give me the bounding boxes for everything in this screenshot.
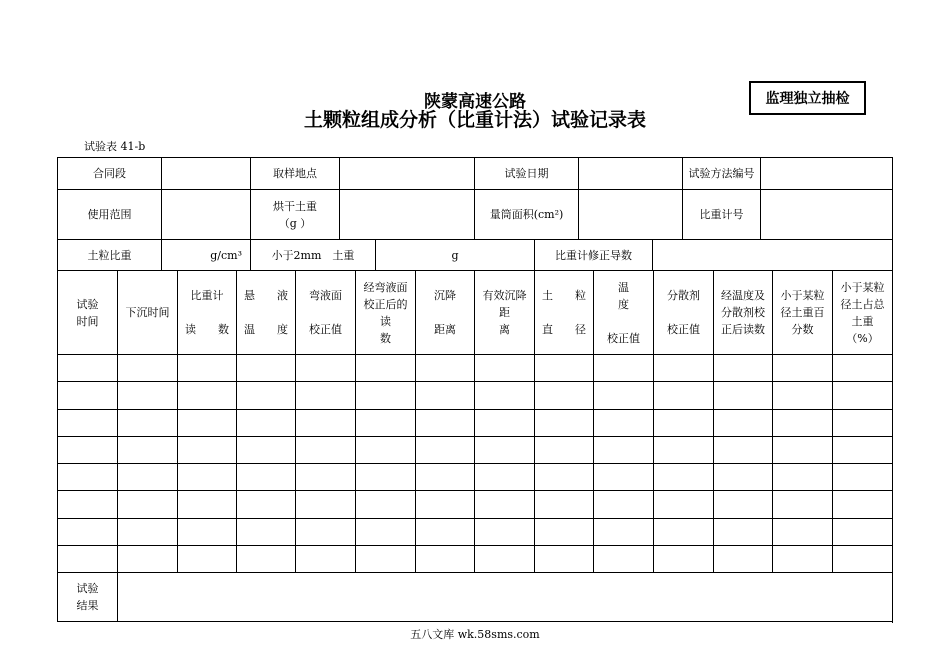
data-cell[interactable] (57, 409, 117, 436)
data-cell[interactable] (713, 381, 772, 408)
data-cell[interactable] (57, 518, 117, 545)
supervision-stamp: 监理独立抽检 (749, 81, 866, 115)
data-cell[interactable] (295, 490, 355, 517)
data-cell[interactable] (177, 545, 236, 572)
column-header-10: 温 度 校正值 (593, 270, 653, 354)
label-correction-factor: 比重计修正导数 (534, 239, 652, 270)
data-cell[interactable] (593, 436, 653, 463)
data-cell[interactable] (474, 409, 534, 436)
data-cell[interactable] (117, 545, 177, 572)
data-cell[interactable] (295, 545, 355, 572)
data-cell[interactable] (772, 490, 832, 517)
data-cell[interactable] (295, 436, 355, 463)
data-cell[interactable] (772, 518, 832, 545)
data-cell[interactable] (772, 545, 832, 572)
column-header-7: 沉降 距离 (415, 270, 474, 354)
label-contract-section: 合同段 (57, 157, 161, 189)
data-cell[interactable] (713, 436, 772, 463)
data-cell[interactable] (355, 354, 415, 381)
column-header-2: 下沉时间 (117, 270, 177, 354)
data-cell[interactable] (534, 409, 593, 436)
data-cell[interactable] (534, 545, 593, 572)
data-cell[interactable] (117, 354, 177, 381)
data-cell[interactable] (653, 381, 713, 408)
value-contract-section[interactable] (161, 157, 250, 189)
data-cell[interactable] (593, 409, 653, 436)
label-sampling-location: 取样地点 (250, 157, 339, 189)
value-particle-sg[interactable]: g/cm³ (161, 239, 250, 270)
label-hydrometer-no: 比重计号 (682, 189, 760, 239)
value-usage-range[interactable] (161, 189, 250, 239)
value-test-date[interactable] (578, 157, 682, 189)
data-cell[interactable] (177, 409, 236, 436)
column-header-14: 小于某粒 径土占总 土重 （%） (832, 270, 892, 354)
column-header-9: 土 粒 直 径 (534, 270, 593, 354)
column-header-6: 经弯液面 校正后的 读 数 (355, 270, 415, 354)
data-cell[interactable] (415, 436, 474, 463)
data-cell[interactable] (653, 409, 713, 436)
data-cell[interactable] (534, 518, 593, 545)
data-cell[interactable] (593, 381, 653, 408)
data-cell[interactable] (117, 463, 177, 490)
data-cell[interactable] (117, 436, 177, 463)
data-cell[interactable] (593, 354, 653, 381)
data-cell[interactable] (534, 490, 593, 517)
footer-watermark: 五八文库 wk.58sms.com (410, 628, 540, 641)
label-cylinder-area: 量筒面积(cm²) (474, 189, 578, 239)
data-cell[interactable] (57, 436, 117, 463)
value-test-result[interactable] (117, 572, 892, 622)
column-header-8: 有效沉降 距 离 (474, 270, 534, 354)
column-header-13: 小于某粒 径土重百 分数 (772, 270, 832, 354)
data-cell[interactable] (177, 381, 236, 408)
form-title: 土颗粒组成分析（比重计法）试验记录表 (303, 109, 646, 131)
data-cell[interactable] (117, 490, 177, 517)
data-cell[interactable] (355, 463, 415, 490)
data-cell[interactable] (177, 518, 236, 545)
data-cell[interactable] (177, 463, 236, 490)
data-cell[interactable] (772, 463, 832, 490)
data-cell[interactable] (713, 409, 772, 436)
data-cell[interactable] (295, 381, 355, 408)
data-cell[interactable] (236, 518, 295, 545)
data-cell[interactable] (593, 545, 653, 572)
label-method-code: 试验方法编号 (682, 157, 760, 189)
data-cell[interactable] (57, 463, 117, 490)
data-cell[interactable] (355, 381, 415, 408)
data-cell[interactable] (534, 354, 593, 381)
data-cell[interactable] (355, 409, 415, 436)
table-right-border (892, 157, 893, 623)
data-cell[interactable] (534, 381, 593, 408)
data-cell[interactable] (772, 436, 832, 463)
data-cell[interactable] (117, 409, 177, 436)
value-method-code[interactable] (760, 157, 892, 189)
data-cell[interactable] (713, 545, 772, 572)
data-cell[interactable] (236, 545, 295, 572)
data-cell[interactable] (653, 518, 713, 545)
data-cell[interactable] (653, 463, 713, 490)
label-test-date: 试验日期 (474, 157, 578, 189)
data-cell[interactable] (415, 463, 474, 490)
data-cell[interactable] (772, 381, 832, 408)
value-hydrometer-no[interactable] (760, 189, 892, 239)
value-correction-factor[interactable] (652, 239, 892, 270)
label-oven-dry-weight: 烘干土重 （g ） (250, 189, 339, 239)
data-cell[interactable] (474, 436, 534, 463)
project-name: 陕蒙高速公路 (424, 92, 526, 112)
data-cell[interactable] (832, 518, 892, 545)
data-cell[interactable] (832, 545, 892, 572)
column-header-1: 试验 时间 (57, 270, 117, 354)
data-cell[interactable] (474, 354, 534, 381)
data-cell[interactable] (474, 490, 534, 517)
data-cell[interactable] (57, 381, 117, 408)
data-cell[interactable] (177, 436, 236, 463)
data-cell[interactable] (117, 518, 177, 545)
data-cell[interactable] (355, 545, 415, 572)
data-cell[interactable] (832, 436, 892, 463)
value-under-2mm[interactable]: g (375, 239, 534, 270)
data-cell[interactable] (474, 381, 534, 408)
data-cell[interactable] (653, 490, 713, 517)
data-cell[interactable] (295, 409, 355, 436)
data-cell[interactable] (713, 463, 772, 490)
data-cell[interactable] (295, 354, 355, 381)
data-cell[interactable] (593, 490, 653, 517)
data-cell[interactable] (534, 463, 593, 490)
data-cell[interactable] (713, 518, 772, 545)
data-cell[interactable] (236, 463, 295, 490)
data-cell[interactable] (653, 436, 713, 463)
data-cell[interactable] (295, 518, 355, 545)
data-cell[interactable] (57, 354, 117, 381)
column-header-3: 比重计 读 数 (177, 270, 236, 354)
value-oven-dry-weight[interactable] (339, 189, 474, 239)
data-cell[interactable] (236, 436, 295, 463)
data-cell[interactable] (117, 381, 177, 408)
data-cell[interactable] (236, 354, 295, 381)
data-cell[interactable] (474, 463, 534, 490)
data-cell[interactable] (832, 381, 892, 408)
value-sampling-location[interactable] (339, 157, 474, 189)
data-cell[interactable] (355, 518, 415, 545)
data-cell[interactable] (177, 354, 236, 381)
column-header-4: 悬 液 温 度 (236, 270, 295, 354)
data-cell[interactable] (832, 490, 892, 517)
data-cell[interactable] (653, 354, 713, 381)
data-cell[interactable] (177, 490, 236, 517)
data-cell[interactable] (832, 409, 892, 436)
data-cell[interactable] (713, 490, 772, 517)
data-cell[interactable] (236, 490, 295, 517)
data-cell[interactable] (474, 518, 534, 545)
form-number: 试验表 41-b (84, 140, 146, 153)
data-cell[interactable] (832, 354, 892, 381)
data-cell[interactable] (593, 463, 653, 490)
data-cell[interactable] (57, 490, 117, 517)
column-header-11: 分散剂 校正值 (653, 270, 713, 354)
label-usage-range: 使用范围 (57, 189, 161, 239)
data-cell[interactable] (713, 354, 772, 381)
data-cell[interactable] (832, 463, 892, 490)
data-cell[interactable] (593, 518, 653, 545)
data-cell[interactable] (295, 463, 355, 490)
data-cell[interactable] (415, 354, 474, 381)
data-cell[interactable] (534, 436, 593, 463)
data-cell[interactable] (474, 545, 534, 572)
data-cell[interactable] (415, 518, 474, 545)
data-cell[interactable] (653, 545, 713, 572)
data-cell[interactable] (355, 436, 415, 463)
value-cylinder-area[interactable] (578, 189, 682, 239)
data-cell[interactable] (415, 409, 474, 436)
label-under-2mm: 小于2mm 土重 (250, 239, 375, 270)
column-header-5: 弯液面 校正值 (295, 270, 355, 354)
column-header-12: 经温度及 分散剂校 正后读数 (713, 270, 772, 354)
data-cell[interactable] (415, 490, 474, 517)
data-cell[interactable] (355, 490, 415, 517)
data-cell[interactable] (236, 381, 295, 408)
data-cell[interactable] (415, 545, 474, 572)
data-cell[interactable] (57, 545, 117, 572)
label-particle-sg: 土粒比重 (57, 239, 161, 270)
data-cell[interactable] (772, 354, 832, 381)
data-cell[interactable] (415, 381, 474, 408)
label-test-result: 试验 结果 (57, 572, 117, 622)
data-cell[interactable] (236, 409, 295, 436)
data-cell[interactable] (772, 409, 832, 436)
